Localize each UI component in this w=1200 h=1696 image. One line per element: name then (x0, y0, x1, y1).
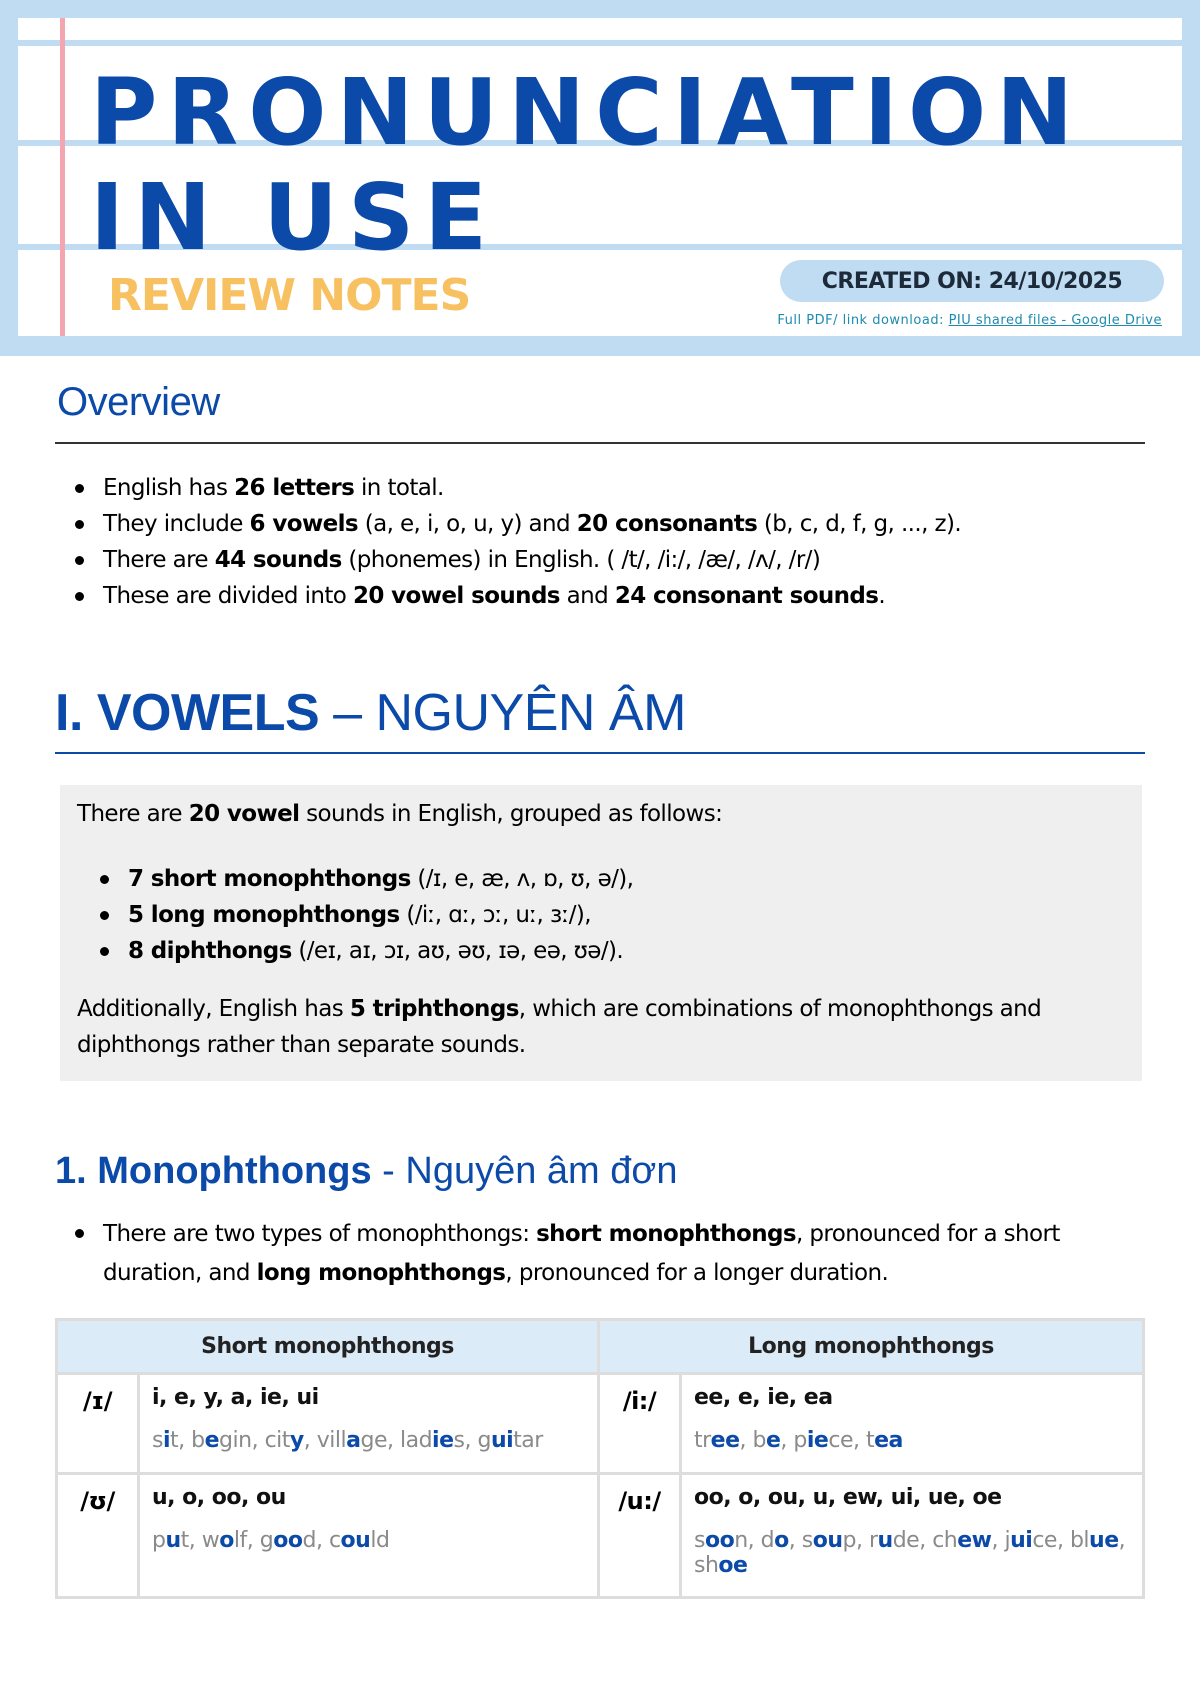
example-cell (681, 1374, 1144, 1474)
overview-list (55, 470, 1155, 614)
example-words: soon, do, soup, rude, chew, juice, blue, shoe (694, 1528, 1126, 1578)
paper-margin-line (60, 18, 65, 336)
example-word: do (760, 1528, 789, 1553)
example-word: be (752, 1428, 781, 1453)
phoneme-symbol: /u:/ (599, 1474, 681, 1598)
list-item: English has 26 letters in total. (55, 470, 1155, 506)
example-word: blue (1069, 1528, 1119, 1553)
table-row (57, 1474, 1144, 1598)
phoneme-symbol: /ɪ/ (57, 1374, 139, 1474)
example-word: city (264, 1428, 304, 1453)
example-word: tea (865, 1428, 903, 1453)
example-word: piece (793, 1428, 853, 1453)
example-word: wolf (201, 1528, 247, 1553)
example-word: shoe (694, 1553, 748, 1578)
list-item: These are divided into 20 vowel sounds and 24 consonant sounds. (55, 578, 1155, 614)
list-item: 5 long monophthongs (/iː, ɑː, ɔː, uː, ɜː/), (80, 897, 1130, 933)
list-item: There are two types of monophthongs: short monophthongs, pronounced for a short duration, and long monophthongs, pronounced for a longer duration. (55, 1215, 1135, 1293)
download-line (777, 313, 1162, 328)
example-words: put, wolf, good, could (152, 1528, 390, 1553)
example-word: ladies (399, 1428, 465, 1453)
example-word: sit (152, 1428, 179, 1453)
vowel-intro: There are 20 vowel sounds in English, grouped as follows: (77, 801, 723, 827)
example-word: begin (191, 1428, 252, 1453)
example-word: juice (1004, 1528, 1057, 1553)
example-cell (681, 1474, 1144, 1598)
created-date-badge: CREATED ON: 24/10/2025 (780, 260, 1164, 302)
monophthongs-table (55, 1318, 1145, 1599)
overview-heading: Overview (57, 380, 220, 424)
section-divider (55, 442, 1145, 444)
monophthongs-heading: 1. Monophthongs - Nguyên âm đơn (55, 1150, 678, 1192)
download-link[interactable]: PIU shared files - Google Drive (948, 313, 1162, 328)
doc-title-line2: IN USE (90, 164, 498, 271)
vowels-heading: I. VOWELS – NGUYÊN ÂM (55, 684, 686, 742)
doc-title-line1: PRONUNCIATION (90, 59, 1084, 166)
list-item: 7 short monophthongs (/ɪ, e, æ, ʌ, ɒ, ʊ, ə/), (80, 861, 1130, 897)
phoneme-symbol: /i:/ (599, 1374, 681, 1474)
list-item: There are 44 sounds (phonemes) in English. ( /t/, /i:/, /æ/, /ʌ/, /r/) (55, 542, 1155, 578)
spelling-patterns: oo, o, ou, u, ew, ui, ue, oe (694, 1485, 1002, 1510)
list-item: They include 6 vowels (a, e, i, o, u, y) and 20 consonants (b, c, d, f, g, ..., z). (55, 506, 1155, 542)
download-prefix: Full PDF/ link download: (777, 313, 949, 328)
example-word: chew (932, 1528, 992, 1553)
example-word: soup (801, 1528, 856, 1553)
example-words: tree, be, piece, tea (694, 1428, 903, 1453)
example-word: rude (868, 1528, 920, 1553)
monophthongs-list (55, 1215, 1135, 1293)
table-row (57, 1374, 1144, 1474)
example-word: could (328, 1528, 390, 1553)
spelling-patterns: u, o, oo, ou (152, 1485, 286, 1510)
example-word: put (152, 1528, 189, 1553)
vowel-summary-box (60, 785, 1142, 1081)
section-divider (55, 752, 1145, 754)
example-cell (139, 1474, 599, 1598)
example-word: guitar (477, 1428, 543, 1453)
column-header-short: Short monophthongs (57, 1320, 599, 1374)
list-item: 8 diphthongs (/eɪ, aɪ, ɔɪ, aʊ, əʊ, ɪə, eə, ʊə/). (80, 933, 1130, 969)
example-words: sit, begin, city, village, ladies, guitar (152, 1428, 543, 1453)
vowel-groups-list (80, 861, 1130, 969)
example-cell (139, 1374, 599, 1474)
phoneme-symbol: /ʊ/ (57, 1474, 139, 1598)
spelling-patterns: ee, e, ie, ea (694, 1385, 833, 1410)
paper-rule-line (18, 40, 1182, 46)
triphthong-note: Additionally, English has 5 triphthongs, which are combinations of monophthongs and diphthongs rather than separate sounds. (77, 996, 1042, 1058)
example-word: village (316, 1428, 387, 1453)
example-word: good (259, 1528, 316, 1553)
doc-subtitle: REVIEW NOTES (108, 270, 471, 321)
example-word: soon (694, 1528, 748, 1553)
example-word: tree (694, 1428, 740, 1453)
header-banner (0, 0, 1200, 356)
spelling-patterns: i, e, y, a, ie, ui (152, 1385, 319, 1410)
column-header-long: Long monophthongs (599, 1320, 1144, 1374)
